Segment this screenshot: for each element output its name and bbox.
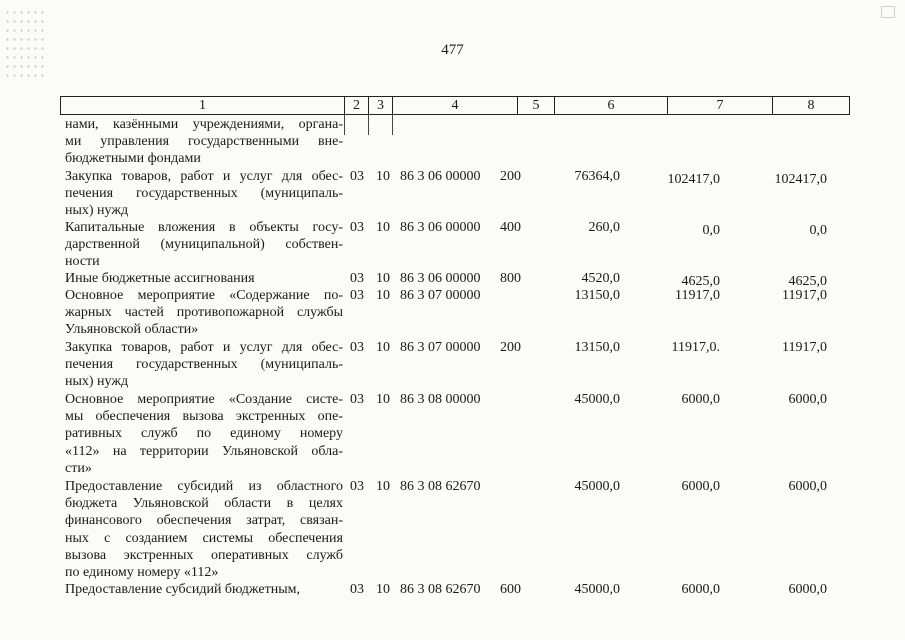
row-name-line: Капитальные вложения в объекты госу- — [65, 220, 343, 235]
row-value-c8: 6000,0 — [788, 392, 827, 407]
column-divider — [344, 115, 345, 135]
row-name-line: Ульяновской области» — [65, 322, 199, 338]
row-value-c5: 400 — [500, 220, 521, 235]
row-name — [65, 168, 343, 220]
row-name — [65, 391, 343, 477]
row-value-c6: 45000,0 — [574, 392, 620, 407]
row-value-c2: 03 — [350, 220, 364, 235]
row-value-c7: 0,0 — [702, 223, 720, 238]
row-value-c4: 86 3 08 62670 — [400, 479, 481, 494]
header-col-4: 4 — [393, 97, 518, 114]
row-name-line: Предоставление субсидий из областного — [65, 479, 343, 494]
header-col-8: 8 — [807, 98, 815, 113]
header-col-6: 6 — [555, 97, 668, 114]
scan-corner-mark — [881, 6, 895, 18]
row-value-c4: 86 3 06 00000 — [400, 220, 481, 235]
header-col-1: 1 — [61, 97, 345, 114]
row-value-c8: 4625,0 — [788, 274, 827, 289]
row-value-c6: 4520,0 — [581, 271, 620, 286]
row-name-line: печения государственных (муниципаль- — [65, 186, 343, 202]
row-value-c2: 03 — [350, 392, 364, 407]
row-value-c2: 03 — [350, 479, 364, 494]
row-name-line: сти» — [65, 460, 92, 476]
row-value-c3: 10 — [376, 271, 390, 286]
row-value-c7: 6000,0 — [681, 479, 720, 494]
row-value-c7: 6000,0 — [681, 392, 720, 407]
row-name-line: Основное мероприятие «Содержание по- — [65, 288, 343, 303]
row-name-line: Закупка товаров, работ и услуг для обес- — [65, 340, 343, 355]
row-value-c6: 260,0 — [588, 220, 620, 235]
row-value-c3: 10 — [376, 340, 390, 355]
header-col-5: 5 — [518, 97, 555, 114]
row-name — [65, 478, 343, 581]
row-name-line: «112» на территории Ульяновской обла- — [65, 443, 343, 459]
row-name — [65, 581, 343, 598]
row-value-c3: 10 — [376, 169, 390, 184]
row-name-line: печения государственных (муниципаль- — [65, 357, 343, 373]
row-value-c4: 86 3 06 00000 — [400, 271, 481, 286]
row-name — [65, 339, 343, 391]
row-name-line: Закупка товаров, работ и услуг для обес- — [65, 169, 343, 184]
row-value-c8: 6000,0 — [788, 582, 827, 597]
row-value-c4: 86 3 07 00000 — [400, 288, 481, 303]
row-name-line: вызова экстренных оперативных служб — [65, 547, 343, 563]
row-value-c8: 11917,0 — [782, 288, 827, 303]
row-name-line: ративных служб по единому номеру — [65, 426, 343, 442]
row-value-c5: 800 — [500, 271, 521, 286]
row-value-c7: 11917,0. — [671, 340, 720, 355]
row-value-c4: 86 3 08 00000 — [400, 392, 481, 407]
row-value-c5: 200 — [500, 340, 521, 355]
row-value-c3: 10 — [376, 392, 390, 407]
row-name-line: мы обеспечения вызова экстренных опе- — [65, 409, 343, 425]
row-value-c6: 13150,0 — [574, 340, 620, 355]
row-value-c8: 11917,0 — [782, 340, 827, 355]
row-value-c8: 6000,0 — [788, 479, 827, 494]
row-name-line: по единому номеру «112» — [65, 565, 219, 581]
row-value-c4: 86 3 07 00000 — [400, 340, 481, 355]
row-value-c8: 0,0 — [809, 223, 827, 238]
row-value-c6: 45000,0 — [574, 582, 620, 597]
header-col-7: 7 — [668, 97, 773, 114]
row-value-c3: 10 — [376, 220, 390, 235]
row-value-c2: 03 — [350, 340, 364, 355]
row-value-c6: 45000,0 — [574, 479, 620, 494]
row-value-c7: 102417,0 — [667, 172, 720, 187]
column-divider — [368, 115, 369, 135]
row-value-c2: 03 — [350, 288, 364, 303]
row-name-line: Предоставление субсидий бюджетным, — [65, 582, 301, 597]
row-value-c2: 03 — [350, 271, 364, 286]
row-name-line: финансового обеспечения затрат, связан- — [65, 513, 343, 529]
row-name — [65, 219, 343, 271]
row-name-line: Иные бюджетные ассигнования — [65, 271, 255, 286]
page-number: 477 — [441, 42, 464, 58]
row-name — [65, 116, 343, 168]
row-value-c7: 6000,0 — [681, 582, 720, 597]
row-value-c3: 10 — [376, 582, 390, 597]
row-name — [65, 270, 343, 287]
column-divider — [392, 115, 393, 135]
row-value-c2: 03 — [350, 582, 364, 597]
row-name-line: Основное мероприятие «Создание систе- — [65, 392, 343, 407]
row-value-c8: 102417,0 — [774, 172, 827, 187]
row-name-line: ных) нужд — [65, 374, 129, 390]
table-header-row — [60, 96, 850, 115]
row-value-c4: 86 3 08 62670 — [400, 582, 481, 597]
row-name — [65, 287, 343, 339]
row-value-c3: 10 — [376, 479, 390, 494]
row-name-line: нами, казёнными учреждениями, органа- — [65, 117, 343, 132]
row-value-c3: 10 — [376, 288, 390, 303]
row-name-line: жарных частей противопожарной службы — [65, 305, 343, 321]
row-value-c6: 13150,0 — [574, 288, 620, 303]
row-name-line: бюджетными фондами — [65, 151, 201, 167]
row-value-c7: 11917,0 — [675, 288, 720, 303]
row-name-line: бюджета Ульяновской области в целях — [65, 496, 343, 512]
row-name-line: ных с созданием системы обеспечения — [65, 530, 343, 546]
row-name-line: дарственной (муниципальной) собствен- — [65, 237, 343, 253]
row-value-c4: 86 3 06 00000 — [400, 169, 481, 184]
row-name-line: ных) нужд — [65, 203, 129, 219]
row-name-line: ности — [65, 254, 100, 270]
row-value-c2: 03 — [350, 169, 364, 184]
header-col-3: 3 — [369, 97, 393, 114]
row-value-c5: 200 — [500, 169, 521, 184]
row-value-c5: 600 — [500, 582, 521, 597]
row-value-c7: 4625,0 — [681, 274, 720, 289]
row-value-c6: 76364,0 — [574, 169, 620, 184]
header-col-2: 2 — [345, 97, 369, 114]
row-name-line: ми управления государственными вне- — [65, 134, 343, 150]
